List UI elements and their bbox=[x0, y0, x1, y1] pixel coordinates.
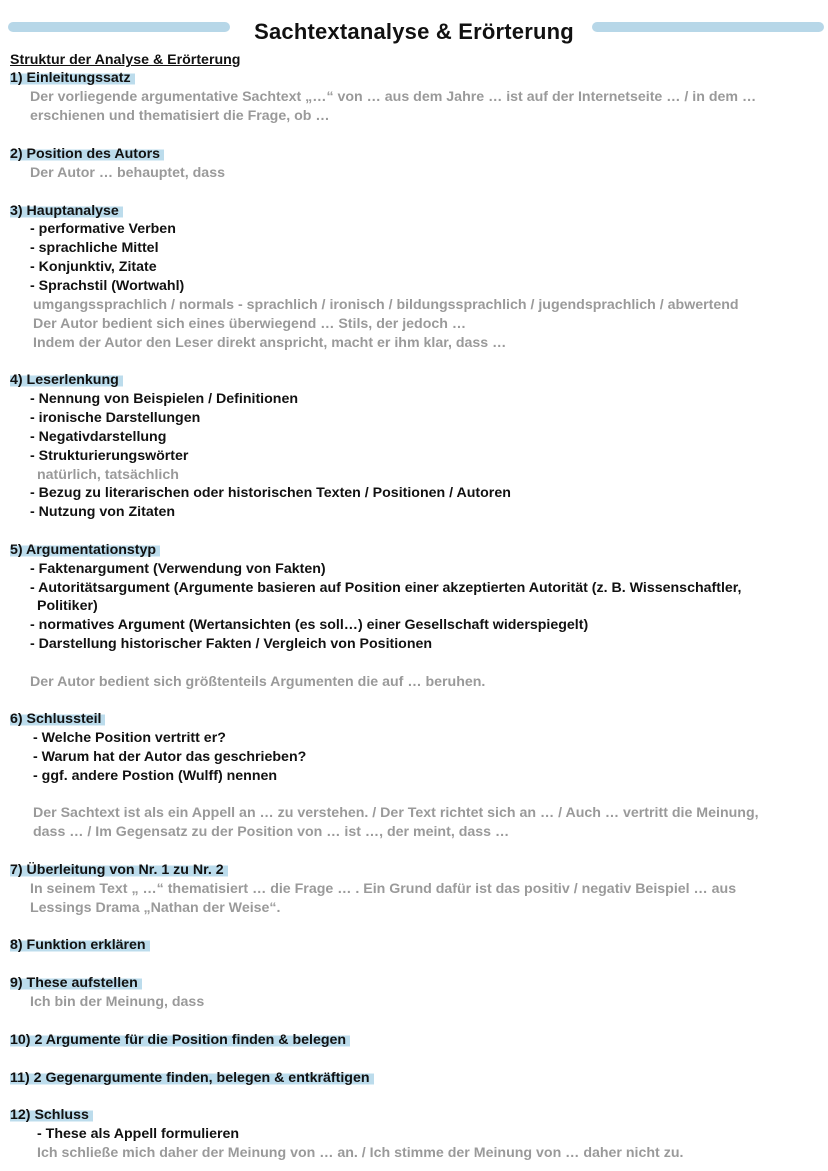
section-heading: 2) Position des Autors bbox=[10, 146, 164, 163]
section-heading: 3) Hauptanalyse bbox=[10, 203, 123, 220]
section-heading: 1) Einleitungssatz bbox=[10, 70, 135, 87]
section-line: - Konjunktiv, Zitate bbox=[30, 259, 157, 275]
section-line: natürlich, tatsächlich bbox=[37, 467, 179, 483]
section-heading: 5) Argumentationstyp bbox=[10, 542, 160, 559]
section-line: - Sprachstil (Wortwahl) bbox=[30, 278, 185, 294]
section-line: dass … / Im Gegensatz zu der Position von … ist …, der meint, dass … bbox=[33, 824, 510, 840]
section-line: Der Autor bedient sich größtenteils Argumenten die auf … beruhen. bbox=[30, 674, 486, 690]
structure-heading: Struktur der Analyse & Erörterung bbox=[10, 52, 241, 68]
section-line: - Strukturierungswörter bbox=[30, 448, 189, 464]
section-line: - Darstellung historischer Fakten / Vergleich von Positionen bbox=[30, 636, 433, 652]
section-line: - normatives Argument (Wertansichten (es soll…) einer Gesellschaft widerspiegelt) bbox=[30, 617, 589, 633]
section-line: - sprachliche Mittel bbox=[30, 240, 159, 256]
section-line: Ich schließe mich daher der Meinung von … an. / Ich stimme der Meinung von … daher nicht zu. bbox=[37, 1145, 684, 1161]
section-heading: 10) 2 Argumente für die Position finden & belegen bbox=[10, 1032, 350, 1049]
section-line: - Faktenargument (Verwendung von Fakten) bbox=[30, 561, 326, 577]
section-line: - Nutzung von Zitaten bbox=[30, 504, 176, 520]
section-line: - Warum hat der Autor das geschrieben? bbox=[33, 749, 307, 765]
section-heading: 9) These aufstellen bbox=[10, 975, 142, 992]
section-line: umgangssprachlich / normals - sprachlich / ironisch / bildungssprachlich / jugendsprachlich / abwertend bbox=[33, 297, 739, 313]
section-heading: 6) Schlussteil bbox=[10, 711, 105, 728]
section-line: Der Autor bedient sich eines überwiegend … Stils, der jedoch … bbox=[33, 316, 467, 332]
section-line: Ich bin der Meinung, dass bbox=[30, 994, 205, 1010]
section-line: Der Autor … behauptet, dass bbox=[30, 165, 225, 181]
section-line: Der Sachtext ist als ein Appell an … zu verstehen. / Der Text richtet sich an … / Auch … vertritt die Meinung, bbox=[33, 805, 759, 821]
section-heading: 7) Überleitung von Nr. 1 zu Nr. 2 bbox=[10, 862, 228, 879]
section-heading: 11) 2 Gegenargumente finden, belegen & entkräftigen bbox=[10, 1070, 374, 1087]
section-line: erschienen und thematisiert die Frage, ob … bbox=[30, 108, 330, 124]
section-line: - ironische Darstellungen bbox=[30, 410, 201, 426]
section-line: Indem der Autor den Leser direkt anspricht, macht er ihm klar, dass … bbox=[33, 335, 507, 351]
section-heading: 4) Leserlenkung bbox=[10, 372, 123, 389]
section-line: - performative Verben bbox=[30, 221, 176, 237]
section-line: - Negativdarstellung bbox=[30, 429, 167, 445]
section-heading: 8) Funktion erklären bbox=[10, 937, 150, 954]
section-line: Lessings Drama „Nathan der Weise“. bbox=[30, 900, 281, 916]
section-line: - Bezug zu literarischen oder historischen Texten / Positionen / Autoren bbox=[30, 485, 511, 501]
section-line: - Nennung von Beispielen / Definitionen bbox=[30, 391, 298, 407]
section-line: - Welche Position vertritt er? bbox=[33, 730, 226, 746]
section-line: - ggf. andere Postion (Wulff) nennen bbox=[33, 768, 278, 784]
section-line: Politiker) bbox=[37, 598, 98, 614]
page-title: Sachtextanalyse & Erörterung bbox=[254, 19, 574, 44]
section-line: - These als Appell formulieren bbox=[37, 1126, 240, 1142]
section-line: In seinem Text „ …“ thematisiert … die Frage … . Ein Grund dafür ist das positiv / negativ Beispiel … aus bbox=[30, 881, 737, 897]
section-line: Der vorliegende argumentative Sachtext „…“ von … aus dem Jahre … ist auf der Internetseite … / in dem … bbox=[30, 89, 757, 105]
section-heading: 12) Schluss bbox=[10, 1107, 93, 1124]
section-line: - Autoritätsargument (Argumente basieren auf Position einer akzeptierten Autorität (z. B. Wissenschaftler, bbox=[30, 580, 742, 596]
